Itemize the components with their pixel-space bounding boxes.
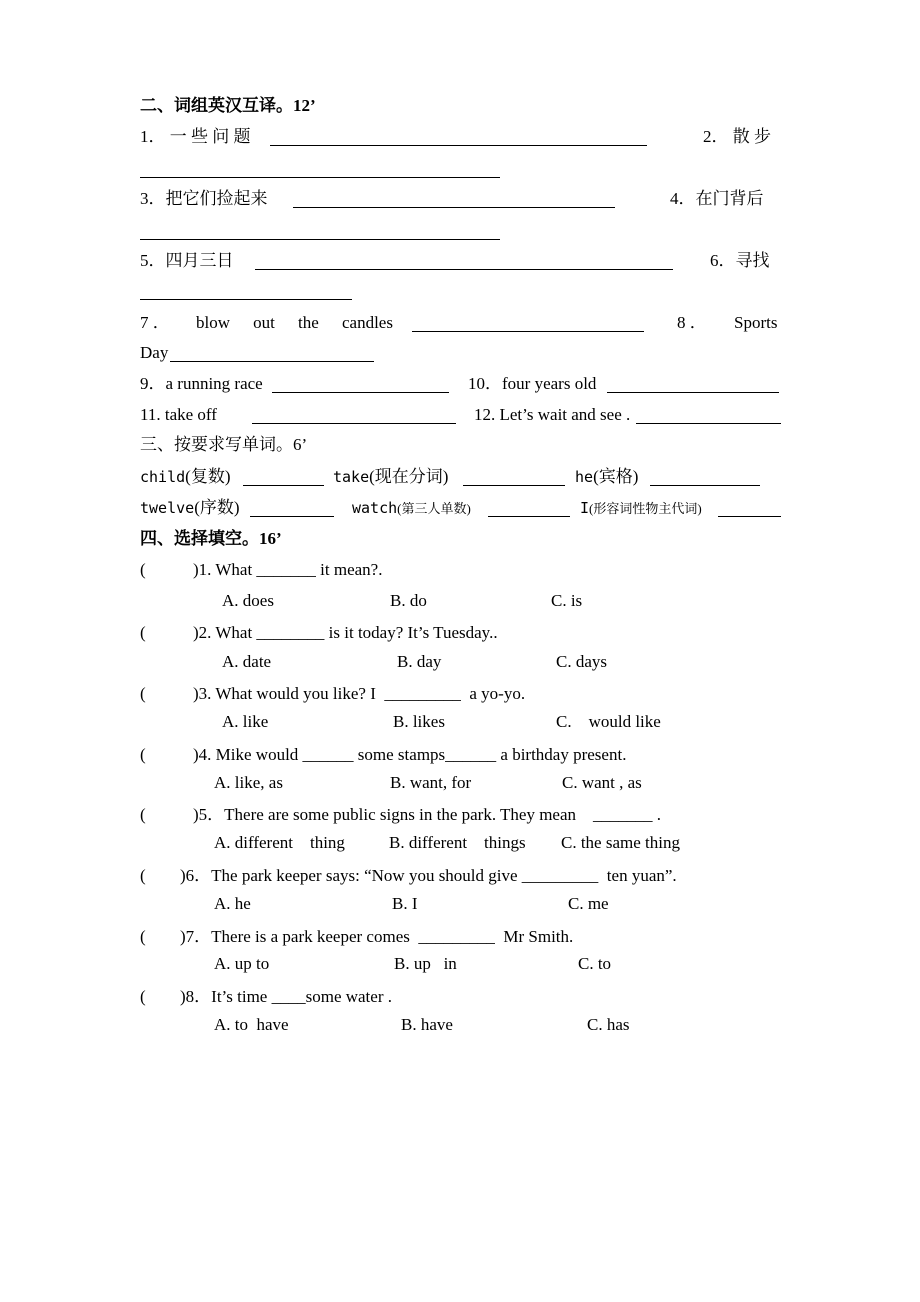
answer-blank[interactable] [718, 516, 781, 517]
question-1: )1. What _______ it mean?. [193, 560, 383, 579]
question-7: )7．There is a park keeper comes _________ Mr Smith. [180, 927, 574, 946]
item-1-label: 1． 一 些 问 题 [140, 127, 251, 146]
item-6-label: 6．寻找 [710, 251, 770, 270]
question-4: )4. Mike would ______ some stamps______ a birthday present. [193, 745, 627, 764]
word-item: take(现在分词) [333, 467, 449, 486]
answer-paren[interactable]: ( [140, 684, 146, 703]
item-8-label-cont: Day [140, 343, 169, 362]
answer-blank-9[interactable] [272, 392, 449, 393]
answer-blank[interactable] [463, 485, 565, 486]
section-2-title: 二、词组英汉互译。12’ [140, 96, 316, 115]
option-c: C. to [578, 954, 612, 973]
option-c: C. want , as [562, 773, 642, 792]
answer-paren[interactable]: ( [140, 560, 146, 579]
answer-paren[interactable]: ( [140, 623, 146, 642]
option-b: B. have [401, 1015, 453, 1034]
answer-blank-3[interactable] [293, 207, 615, 208]
word: the [298, 313, 319, 332]
answer-paren[interactable]: ( [140, 745, 146, 764]
option-b: B. I [392, 894, 418, 913]
answer-paren[interactable]: ( [140, 866, 146, 885]
option-a: A. he [214, 894, 251, 913]
item-2-label: 2． 散 步 [703, 127, 771, 146]
section-3-title: 三、按要求写单词。6’ [140, 435, 308, 454]
answer-blank[interactable] [250, 516, 334, 517]
word: out [253, 313, 275, 332]
answer-blank-1[interactable] [270, 145, 647, 146]
answer-blank-4[interactable] [140, 239, 500, 240]
question-2: )2. What ________ is it today? It’s Tuesday.. [193, 623, 498, 642]
section-4-title: 四、选择填空。16’ [140, 529, 282, 548]
option-a: A. to have [214, 1015, 289, 1034]
item-5-label: 5．四月三日 [140, 251, 234, 270]
item-9-label: 9．a running race [140, 374, 263, 393]
answer-blank-8[interactable] [170, 361, 374, 362]
word-item: he(宾格) [575, 467, 639, 486]
item-11-label: 11. take off [140, 405, 217, 424]
item-4-label: 4．在门背后 [670, 189, 764, 208]
word-item: I(形容词性物主代词) [580, 499, 702, 517]
answer-blank-6[interactable] [140, 299, 352, 300]
option-b: B. do [390, 591, 427, 610]
item-12-label: 12. Let’s wait and see . [474, 405, 631, 424]
answer-blank-7[interactable] [412, 331, 644, 332]
item-8-label: Sports [734, 313, 778, 332]
question-6: )6．The park keeper says: “Now you should give _________ ten yuan”. [180, 866, 677, 885]
word-item: child(复数) [140, 467, 231, 486]
answer-blank[interactable] [243, 485, 324, 486]
question-3: )3. What would you like? I _________ a yo-yo. [193, 684, 526, 703]
word-item: twelve(序数) [140, 498, 240, 517]
word: blow [196, 313, 230, 332]
item-8-number: 8 ． [677, 313, 707, 332]
option-c: C. has [587, 1015, 630, 1034]
option-c: C. days [556, 652, 607, 671]
answer-paren[interactable]: ( [140, 927, 146, 946]
option-a: A. different thing [214, 833, 345, 852]
option-c: C. me [568, 894, 609, 913]
option-a: A. date [222, 652, 272, 671]
option-c: C. is [551, 591, 583, 610]
answer-blank-11[interactable] [252, 423, 456, 424]
option-a: A. like, as [214, 773, 283, 792]
answer-blank-5[interactable] [255, 269, 673, 270]
item-3-label: 3．把它们捡起来 [140, 189, 268, 208]
answer-blank[interactable] [488, 516, 570, 517]
option-b: B. day [397, 652, 442, 671]
answer-blank[interactable] [650, 485, 760, 486]
option-c: C. would like [556, 712, 661, 731]
option-b: B. up in [394, 954, 457, 973]
option-b: B. different things [389, 833, 526, 852]
question-5: )5．There are some public signs in the park. They mean _______ . [193, 805, 662, 824]
answer-blank-10[interactable] [607, 392, 779, 393]
option-a: A. up to [214, 954, 270, 973]
question-8: )8．It’s time ____some water . [180, 987, 392, 1006]
answer-paren[interactable]: ( [140, 805, 146, 824]
item-10-label: 10．four years old [468, 374, 597, 393]
item-7-label [196, 313, 393, 333]
option-b: B. likes [393, 712, 445, 731]
option-a: A. like [222, 712, 269, 731]
option-b: B. want, for [390, 773, 472, 792]
item-7-number: 7 ． [140, 313, 170, 332]
answer-blank-2[interactable] [140, 177, 500, 178]
answer-paren[interactable]: ( [140, 987, 146, 1006]
word: candles [341, 313, 393, 332]
word-item: watch(第三人单数) [352, 499, 471, 517]
option-c: C. the same thing [561, 833, 680, 852]
option-a: A. does [222, 591, 274, 610]
answer-blank-12[interactable] [636, 423, 781, 424]
